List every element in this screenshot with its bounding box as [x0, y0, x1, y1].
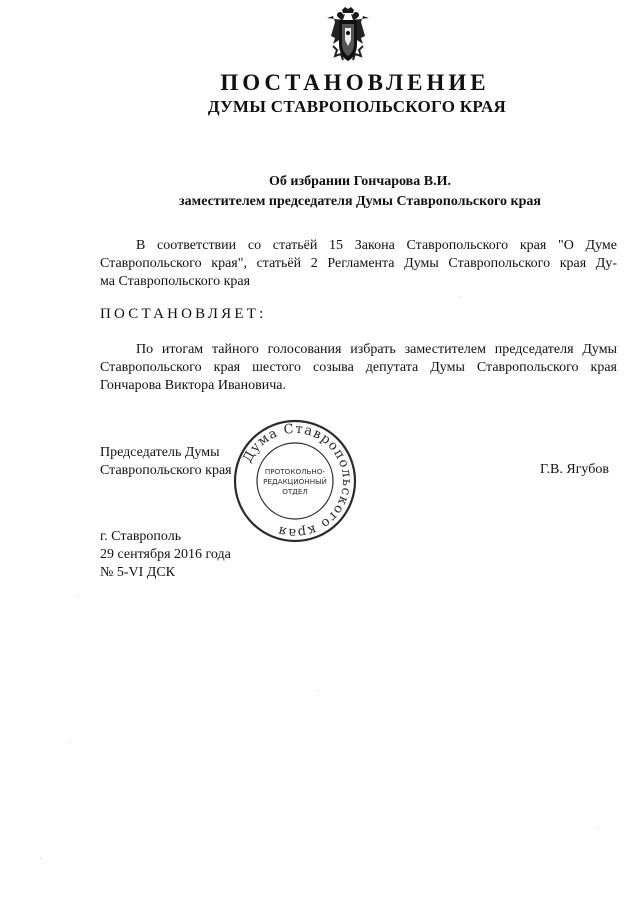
paragraph-line: Ставропольского края", статьёй 2 Регламента Думы Ставропольского края Ду-: [100, 256, 617, 271]
coat-of-arms-icon: [325, 6, 371, 64]
paragraph-line: Ставропольского края шестого созыва депутата Думы Ставропольского края: [100, 360, 617, 375]
preamble-paragraph: [100, 237, 617, 291]
document-topic: [100, 172, 620, 212]
signatory-position-line: Ставропольского края: [100, 463, 232, 478]
stamp-center-line: ОТДЕЛ: [282, 487, 308, 496]
resolution-paragraph: [100, 341, 617, 395]
scan-speck: [70, 742, 71, 743]
topic-line: заместителем председателя Думы Ставропольского края: [179, 194, 541, 209]
footer-date: 29 сентября 2016 года: [100, 547, 231, 562]
stamp-seal: [232, 418, 358, 544]
scan-speck: [598, 828, 599, 829]
paragraph-line: ма Ставропольского края: [100, 274, 251, 289]
document-subtitle: ДУМЫ СТАВРОПОЛЬСКОГО КРАЯ: [207, 97, 507, 116]
document-title: ПОСТАНОВЛЕНИЕ: [220, 70, 490, 95]
paragraph-line: Гончарова Виктора Ивановича.: [100, 378, 286, 393]
decree-heading: ПОСТАНОВЛЯЕТ:: [100, 306, 267, 322]
footer-number: № 5-VI ДСК: [100, 565, 176, 580]
paragraph-line: По итогам тайного голосования избрать заместителем председателя Думы: [136, 342, 617, 357]
scan-speck: [78, 596, 79, 597]
signatory-position: [100, 444, 232, 480]
scan-speck: [460, 296, 461, 297]
paragraph-line: В соответствии со статьёй 15 Закона Ставропольского края "О Думе: [136, 238, 617, 253]
stamp-center-line: ПРОТОКОЛЬНО-: [264, 467, 326, 476]
scan-speck: [40, 858, 41, 859]
signatory-name: Г.В. Ягубов: [540, 462, 609, 477]
stamp-center-line: РЕДАКЦИОННЫЙ: [263, 477, 327, 486]
signatory-position-line: Председатель Думы: [100, 445, 220, 460]
stamp-ring-text: Дума Ставропольского края: [240, 421, 355, 541]
footer-city: г. Ставрополь: [100, 529, 182, 544]
scan-speck: [318, 690, 319, 691]
topic-line: Об избрании Гончарова В.И.: [269, 174, 451, 189]
document-footer: [100, 528, 231, 582]
